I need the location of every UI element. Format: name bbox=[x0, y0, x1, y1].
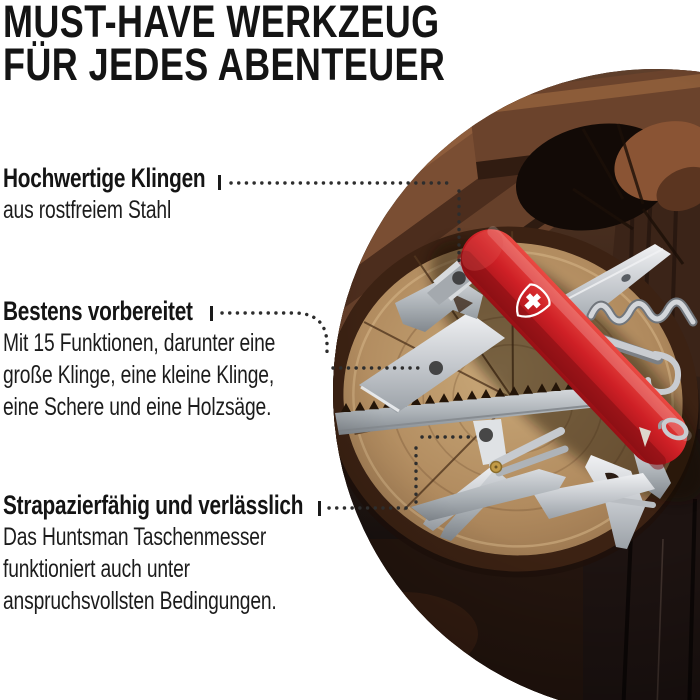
title-line-1: MUST-HAVE WERKZEUG bbox=[3, 0, 440, 47]
callout-body-line: eine Schere und eine Holzsäge. bbox=[3, 393, 272, 421]
product-photo bbox=[333, 69, 700, 700]
callout-heading: Hochwertige Klingen bbox=[3, 163, 206, 193]
title-line-2: FÜR JEDES ABENTEUER bbox=[3, 39, 446, 90]
callout-body-line: funktioniert auch unter bbox=[3, 555, 190, 583]
callout-heading: Bestens vorbereitet bbox=[3, 296, 193, 326]
callout-heading: Strapazierfähig und verlässlich bbox=[3, 490, 304, 520]
product-photo-scene bbox=[333, 69, 700, 700]
page-title bbox=[3, 0, 446, 90]
callout-blades bbox=[3, 163, 326, 226]
callout-body-line: große Klinge, eine kleine Klinge, bbox=[3, 361, 275, 389]
callout-durability bbox=[3, 490, 326, 617]
callout-body-line: anspruchsvollsten Bedingungen. bbox=[3, 587, 277, 615]
vignette bbox=[333, 69, 700, 700]
callout-body-line: Das Huntsman Taschenmesser bbox=[3, 523, 267, 551]
callout-body-line: Mit 15 Funktionen, darunter eine bbox=[3, 329, 276, 357]
callout-functions bbox=[3, 296, 326, 423]
callout-body-line: aus rostfreiem Stahl bbox=[3, 196, 172, 224]
